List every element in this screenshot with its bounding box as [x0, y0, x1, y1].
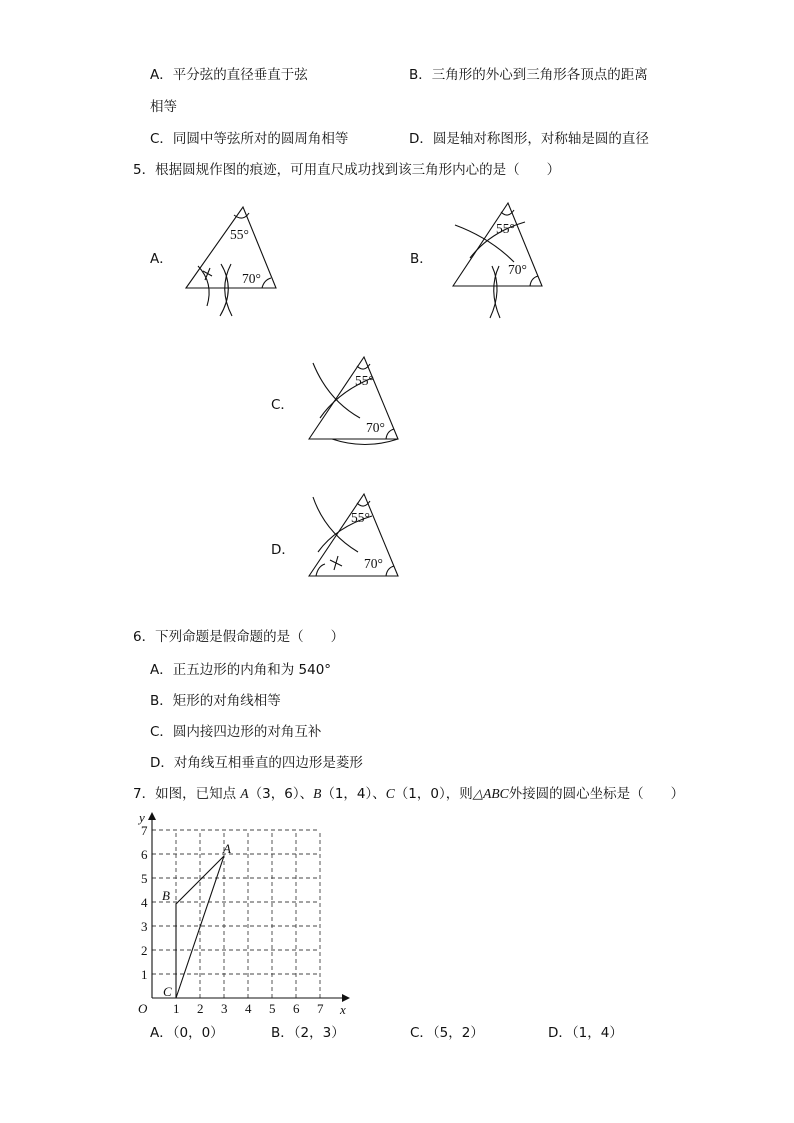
y-axis-arrow [148, 812, 156, 820]
q7-option-a: A．（0，0） [150, 1025, 224, 1041]
q7-point-b-coord: （1，4）、 [321, 786, 386, 802]
x-tick-label: 6 [293, 1001, 300, 1016]
q5d-angle-right: 70° [364, 556, 383, 571]
q7-triangle-name: △ABC [472, 786, 509, 801]
q7-point-a-name: A [240, 786, 249, 801]
q7-point-c-name: C [385, 786, 395, 801]
q4-option-d: D．圆是轴对称图形，对称轴是圆的直径 [409, 131, 649, 147]
q7-point-c-coord: （1，0），则 [394, 786, 473, 802]
q6-option-d: D．对角线互相垂直的四边形是菱形 [150, 755, 363, 771]
x-tick-label: 5 [269, 1001, 276, 1016]
q7-point-b-name: B [313, 786, 322, 801]
origin-label: O [138, 1001, 148, 1016]
q5-label-a: A． [150, 251, 173, 267]
q7-stem-prefix: 7．如图，已知点 [133, 786, 241, 802]
x-tick-label: 1 [173, 1001, 180, 1016]
q6-option-a: A．正五边形的内角和为 540° [150, 662, 332, 678]
q5-label-c: C． [271, 397, 294, 413]
q6-option-b: B．矩形的对角线相等 [150, 693, 281, 709]
q5b-angle-top: 55° [496, 221, 515, 236]
x-axis-label: x [340, 1002, 346, 1017]
x-tick-label: 7 [317, 1001, 324, 1016]
q7-option-c: C．（5，2） [410, 1025, 484, 1041]
point-b-label: B [162, 888, 170, 903]
q4-option-b: B．三角形的外心到三角形各顶点的距离 [409, 67, 648, 83]
q6-option-c: C．圆内接四边形的对角互补 [150, 724, 322, 740]
x-tick-label: 3 [221, 1001, 228, 1016]
y-tick-label: 2 [141, 943, 148, 958]
y-tick-label: 3 [141, 919, 148, 934]
q7-stem-suffix: 外接圆的圆心坐标是（ ） [508, 786, 685, 802]
q4-option-a: A．平分弦的直径垂直于弦 [150, 67, 308, 83]
q4-option-b-continued: 相等 [150, 99, 177, 115]
q5-label-d: D． [271, 542, 295, 558]
q7-option-b: B．（2，3） [271, 1025, 345, 1041]
q5d-angle-top: 55° [351, 510, 370, 525]
q5b-angle-right: 70° [508, 262, 527, 277]
point-c-label: C [163, 984, 172, 999]
q4-option-c: C．同圆中等弦所对的圆周角相等 [150, 131, 349, 147]
q7-option-d: D．（1，4） [548, 1025, 623, 1041]
y-tick-label: 5 [141, 871, 148, 886]
q7-point-a-coord: （3，6）、 [248, 786, 314, 802]
y-tick-label: 1 [141, 967, 148, 982]
q6-stem: 6．下列命题是假命题的是（ ） [133, 629, 345, 645]
q5c-angle-right: 70° [366, 420, 385, 435]
point-a-label: A [223, 841, 231, 856]
y-tick-label: 7 [141, 823, 148, 838]
q5c-angle-top: 55° [355, 373, 374, 388]
q5-label-b: B． [410, 251, 433, 267]
x-tick-label: 4 [245, 1001, 252, 1016]
q5a-angle-right: 70° [242, 271, 261, 286]
q5-stem: 5．根据圆规作图的痕迹，可用直尺成功找到该三角形内心的是（ ） [133, 162, 561, 178]
y-axis-label: y [139, 810, 145, 825]
y-tick-label: 6 [141, 847, 148, 862]
q5a-angle-top: 55° [230, 227, 249, 242]
x-tick-label: 2 [197, 1001, 204, 1016]
y-tick-label: 4 [141, 895, 148, 910]
x-axis-arrow [342, 994, 350, 1002]
